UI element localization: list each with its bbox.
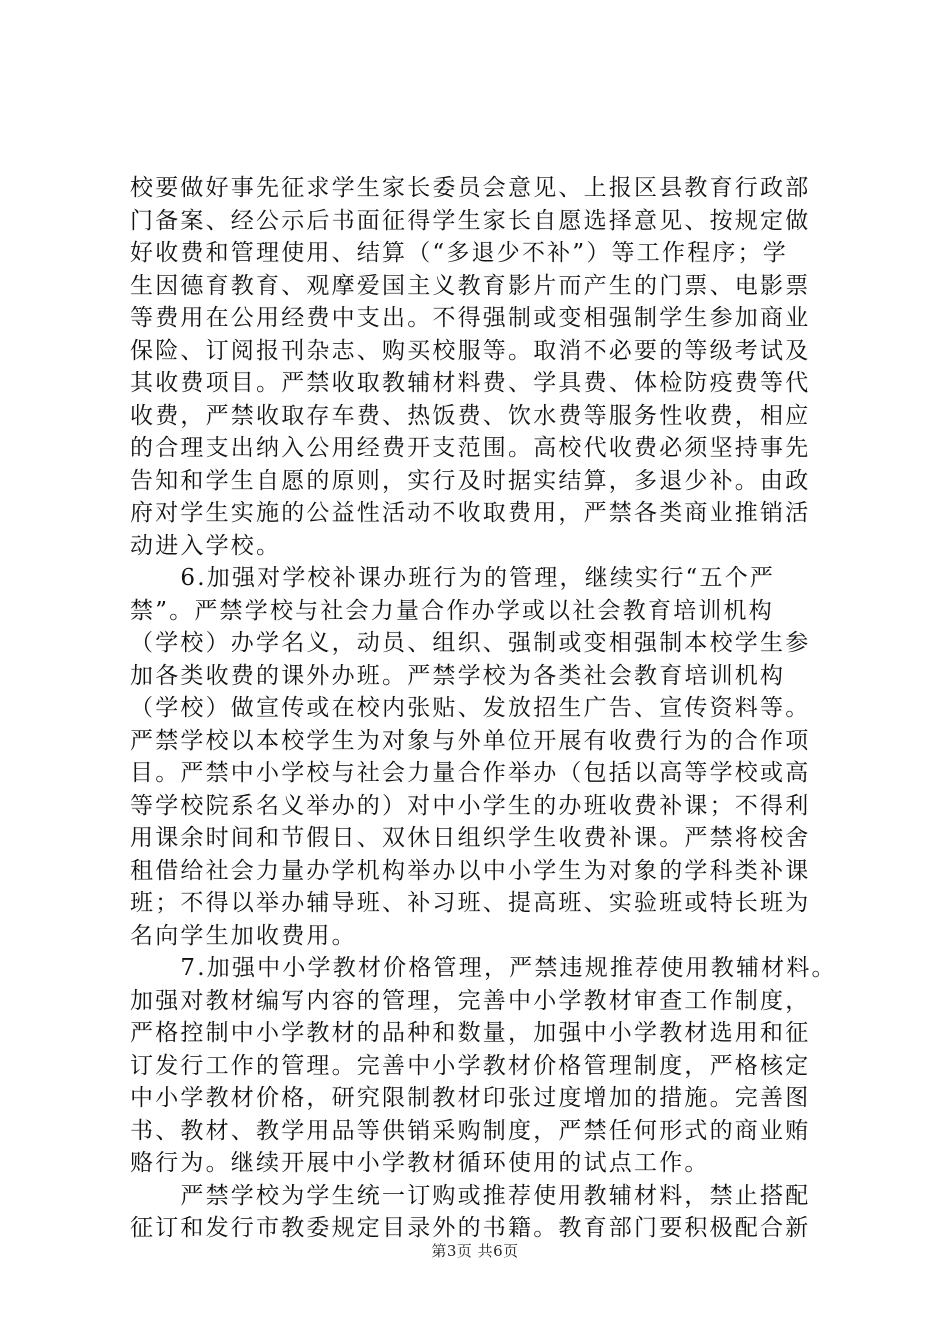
text-line: （学校）办学名义，动员、组织、强制或变相强制本校学生参: [130, 630, 811, 656]
text-line: 其收费项目。严禁收取教辅材料费、学具费、体检防疫费等代: [130, 370, 811, 396]
text-line: 动进入学校。: [130, 532, 282, 559]
text-line: 保险、订阅报刊杂志、购买校服等。取消不必要的等级考试及: [130, 337, 811, 364]
text-line: 府对学生实施的公益性活动不收取费用，严禁各类商业推销活: [130, 500, 811, 526]
text-line: 征订和发行市教委规定目录外的书籍。教育部门要积极配合新: [130, 1215, 811, 1241]
text-line: 班；不得以举办辅导班、补习班、提高班、实验班或特长班为: [130, 890, 811, 916]
text-line: 校要做好事先征求学生家长委员会意见、上报区县教育行政部: [130, 175, 811, 201]
text-line: 严禁学校以本校学生为对象与外单位开展有收费行为的合作项: [130, 727, 811, 754]
text-line: 用课余时间和节假日、双休日组织学生收费补课。严禁将校舍: [130, 825, 811, 851]
text-line: 严格控制中小学教材的品种和数量，加强中小学教材选用和征: [130, 1020, 811, 1046]
text-line: 收费，严禁收取存车费、热饭费、饮水费等服务性收费，相应: [130, 402, 811, 429]
body-text: [130, 172, 837, 1245]
text-line: 的合理支出纳入公用经费开支范围。高校代收费必须坚持事先: [130, 435, 811, 461]
text-line: 赂行为。继续开展中小学教材循环使用的试点工作。: [130, 1150, 710, 1176]
text-line: 加各类收费的课外办班。严禁学校为各类社会教育培训机构: [130, 662, 786, 689]
page-number-footer: 第3页 共6页: [431, 1242, 519, 1260]
paragraph-6-start: 6.加强对学校补课办班行为的管理，继续实行“五个严: [130, 565, 776, 591]
text-line: 目。严禁中小学校与社会力量合作举办（包括以高等学校或高: [130, 760, 811, 786]
text-line: 等费用在公用经费中支出。不得强制或变相强制学生参加商业: [130, 305, 811, 331]
text-line: 中小学教材价格，研究限制教材印张过度增加的措施。完善图: [130, 1085, 811, 1111]
text-line: 加强对教材编写内容的管理，完善中小学教材审查工作制度，: [130, 987, 811, 1014]
text-line: 订发行工作的管理。完善中小学教材价格管理制度，严格核定: [130, 1052, 811, 1079]
text-line: 书、教材、教学用品等供销采购制度，严禁任何形式的商业贿: [130, 1117, 811, 1144]
text-line: （学校）做宣传或在校内张贴、发放招生广告、宣传资料等。: [130, 695, 811, 721]
text-line: 门备案、经公示后书面征得学生家长自愿选择意见、按规定做: [130, 207, 811, 234]
text-line: 名向学生加收费用。: [130, 922, 357, 949]
paragraph-7-start: 7.加强中小学教材价格管理，严禁违规推荐使用教辅材料。: [130, 955, 837, 981]
text-line: 生因德育教育、观摩爱国主义教育影片而产生的门票、电影票: [130, 272, 811, 299]
text-line: 好收费和管理使用、结算（“多退少不补”）等工作程序；学: [130, 240, 788, 266]
text-line: 租借给社会力量办学机构举办以中小学生为对象的学科类补课: [130, 857, 811, 884]
text-line: 等学校院系名义举办的）对中小学生的办班收费补课；不得利: [130, 792, 811, 819]
text-line: 告知和学生自愿的原则，实行及时据实结算，多退少补。由政: [130, 467, 811, 494]
paragraph-8-start: 严禁学校为学生统一订购或推荐使用教辅材料，禁止搭配: [130, 1182, 811, 1209]
text-line: 禁”。严禁学校与社会力量合作办学或以社会教育培训机构: [130, 597, 774, 624]
